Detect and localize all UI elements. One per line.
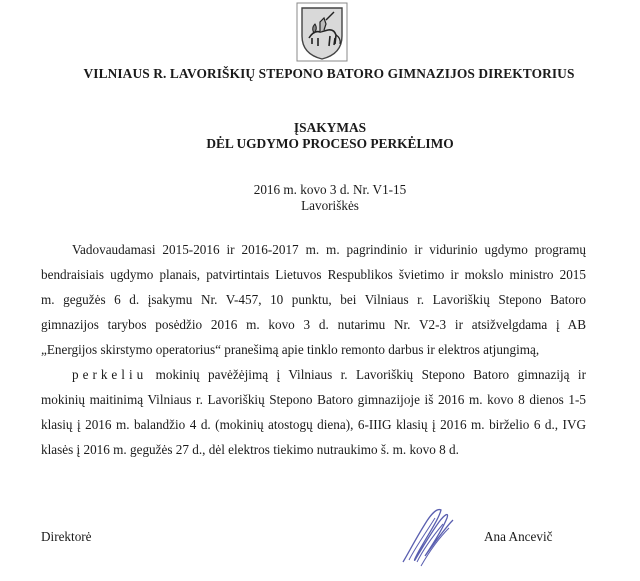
paragraph-line: Vadovaudamasi 2015-2016 ir 2016-2017 m. m. pagrindinio ir vidurinio ugdymo programų (72, 242, 586, 257)
paragraph-line (72, 367, 586, 383)
date-number: 2016 m. kovo 3 d. Nr. V1-15 (253, 182, 407, 197)
paragraph-line: bendraisiais ugdymo planais, patvirtintais Lietuvos Respublikos švietimo ir mokslo ministro 2015 (41, 267, 586, 282)
paragraph-line: mokinių maitinimą Vilniaus r. Lavoriškių Stepono Batoro gimnazijoje iš 2016 m. kovo 8 dienos 1-5 (41, 392, 586, 407)
paragraph-line: klasių į 2016 m. balandžio 4 d. (mokinių atostogų diena), 6-IIIG klasių į 2016 m. birželio 6 d., IVG (41, 417, 586, 432)
paragraph-line: klasės į 2016 m. gegužės 27 d., dėl elektros tiekimo nutraukimo š. m. kovo 8 d. (41, 442, 459, 457)
document-title: DĖL UGDYMO PROCESO PERKĖLIMO (206, 136, 454, 151)
vytis-coat-of-arms-icon (296, 2, 348, 62)
document-type: ĮSAKYMAS (293, 120, 367, 135)
order-verb: perkeliu (72, 367, 148, 382)
signatory-position: Direktorė (41, 529, 92, 544)
signatory-name: Ana Ancevič (484, 529, 553, 544)
paragraph-line: m. gegužės 6 d. įsakymu Nr. V-457, 10 punktu, bei Vilniaus r. Lavoriškių Stepono Batoro (41, 292, 586, 307)
place: Lavoriškės (301, 198, 359, 213)
paragraph-line: gimnazijos tarybos posėdžio 2016 m. kovo 3 d. nutarimu Nr. V2-3 ir atsižvelgdama į AB (41, 317, 586, 332)
handwritten-signature-icon (395, 500, 465, 570)
paragraph-line: „Energijos skirstymo operatorius“ pranešimą apie tinklo remonto darbus ir elektros atjungimą, (41, 342, 540, 357)
institution-heading: VILNIAUS R. LAVORIŠKIŲ STEPONO BATORO GIMNAZIJOS DIREKTORIUS (83, 66, 575, 81)
paragraph-line-rest: mokinių pavėžėjimą į Vilniaus r. Lavoriškių Stepono Batoro gimnaziją ir (147, 367, 586, 382)
